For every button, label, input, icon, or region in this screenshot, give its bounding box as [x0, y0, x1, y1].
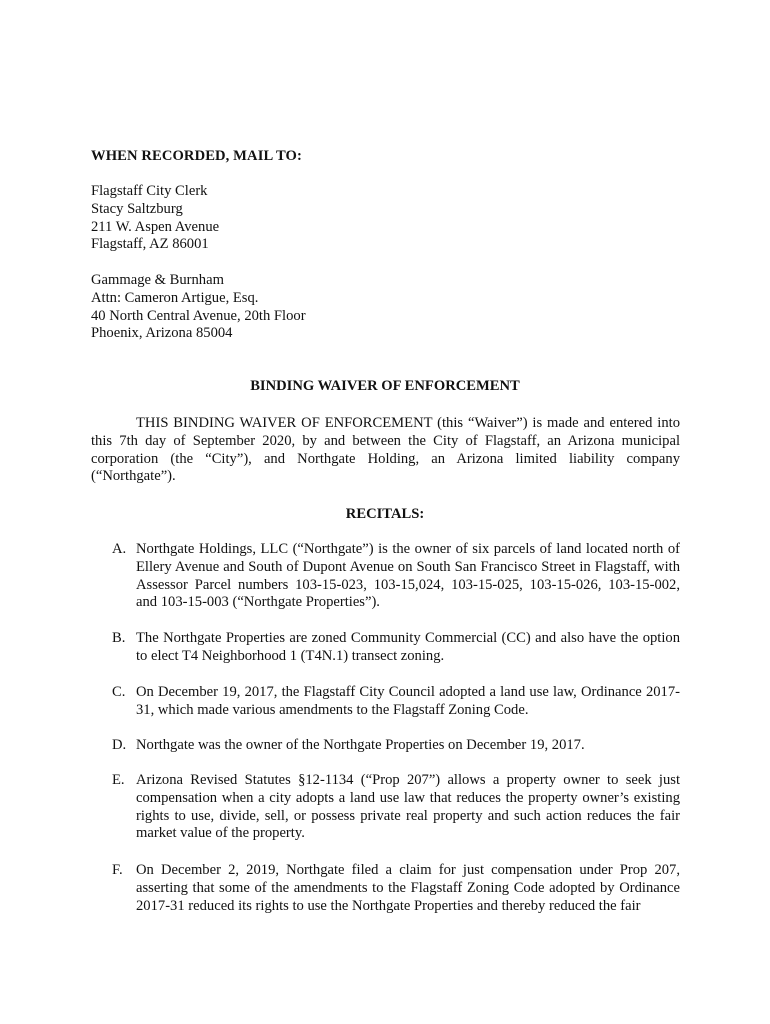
recital-marker: D.: [112, 737, 127, 753]
recital-text: Arizona Revised Statutes §12-1134 (“Prop 207”) allows a property owner to seek just compensation when a city adopts a land use law that reduces the property owner’s existing rights to use, divide, sell, or possess private real property and such action reduces the fair market value of the property.: [136, 772, 680, 842]
mail-to-heading: WHEN RECORDED, MAIL TO:: [91, 148, 302, 164]
recital-marker: C.: [112, 684, 126, 700]
address-line: Flagstaff, AZ 86001: [91, 236, 209, 253]
recitals-heading: RECITALS:: [345, 506, 425, 522]
recital-d: [91, 737, 680, 755]
address-line: Attn: Cameron Artigue, Esq.: [91, 289, 259, 306]
recital-marker: E.: [112, 772, 125, 788]
recital-c: [91, 684, 680, 720]
address-line: Phoenix, Arizona 85004: [91, 325, 233, 342]
recital-marker: B.: [112, 630, 126, 646]
recital-marker: A.: [112, 541, 127, 557]
intro-paragraph: THIS BINDING WAIVER OF ENFORCEMENT (this “Waiver”) is made and entered into this 7th day of September 2020, by and between the City of Flagstaff, an Arizona municipal corporation (the “City”), and Northgate Holding, an Arizona limited liability company (“Northgate”).: [91, 415, 680, 485]
recital-text: Northgate was the owner of the Northgate Properties on December 19, 2017.: [136, 737, 585, 753]
address-line: Stacy Saltzburg: [91, 200, 183, 217]
recital-b: [91, 630, 680, 666]
recital-text: Northgate Holdings, LLC (“Northgate”) is the owner of six parcels of land located north of Ellery Avenue and South of Dupont Avenue on South San Francisco Street in Flagstaff, with Assessor Parcel numbers 103-15-023, 103-15,024, 103-15-025, 103-15-026, 103-15-002, and 103-15-003 (“Northgate Properties”).: [136, 541, 680, 611]
recital-text: On December 2, 2019, Northgate filed a claim for just compensation under Prop 207, asserting that some of the amendments to the Flagstaff Zoning Code adopted by Ordinance 2017-31 reduced its rights to use the Northgate Properties and thereby reduced the fair: [136, 862, 680, 914]
recipient-address-law-firm: [91, 272, 491, 343]
recital-marker: F.: [112, 862, 123, 878]
document-title: BINDING WAIVER OF ENFORCEMENT: [250, 378, 520, 394]
recital-a: [91, 541, 680, 612]
recital-e: [91, 772, 680, 843]
recipient-address-city-clerk: [91, 183, 491, 254]
address-line: 40 North Central Avenue, 20th Floor: [91, 307, 306, 324]
address-line: 211 W. Aspen Avenue: [91, 218, 220, 235]
recital-f: [91, 862, 680, 915]
recital-text: On December 19, 2017, the Flagstaff City Council adopted a land use law, Ordinance 2017-31, which made various amendments to the Flagstaff Zoning Code.: [136, 684, 680, 718]
address-line: Gammage & Burnham: [91, 272, 224, 288]
recital-text: The Northgate Properties are zoned Community Commercial (CC) and also have the option to elect T4 Neighborhood 1 (T4N.1) transect zoning.: [136, 630, 680, 664]
address-line: Flagstaff City Clerk: [91, 183, 208, 199]
